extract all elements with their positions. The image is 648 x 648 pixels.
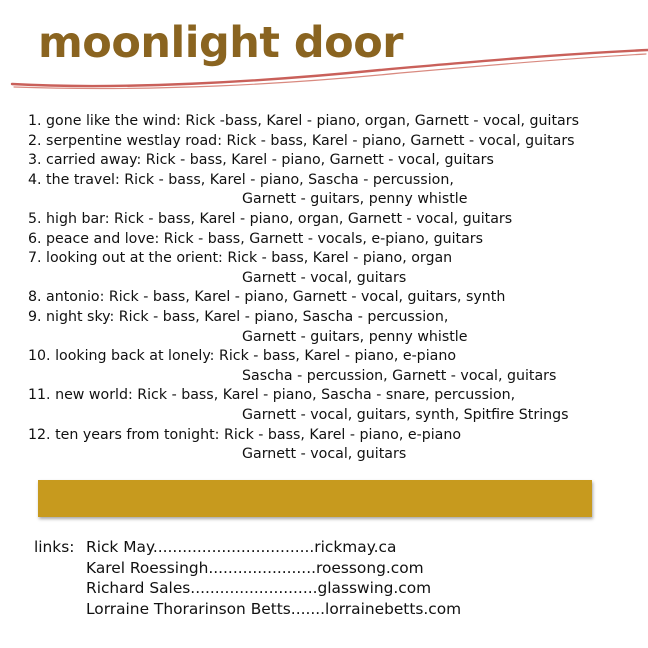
decorative-swoosh [0, 38, 648, 98]
track-line: 4. the travel: Rick - bass, Karel - piano, Sascha - percussion, [28, 171, 454, 188]
track-line: 7. looking out at the orient: Rick - bass, Karel - piano, organ [28, 250, 453, 267]
link-richard-sales[interactable]: Richard Sales..........................glasswing.com [86, 579, 432, 597]
track-line: 3. carried away: Rick - bass, Karel - piano, Garnett - vocal, guitars [28, 152, 494, 169]
track-line-continued: Sascha - percussion, Garnett - vocal, guitars [242, 367, 557, 384]
link-row [34, 537, 634, 558]
track-line-continued: Garnett - vocal, guitars [242, 446, 407, 463]
link-rick-may[interactable]: Rick May.................................rickmay.ca [86, 538, 397, 556]
link-lorraine-betts[interactable]: Lorraine Thorarinson Betts.......lorrainebetts.com [86, 599, 462, 618]
track-line-continued: Garnett - vocal, guitars [242, 269, 407, 286]
album-title: moonlight door [38, 18, 403, 68]
link-row [34, 599, 634, 620]
gold-divider-bar [38, 480, 592, 517]
link-karel-roessingh[interactable]: Karel Roessingh......................roessong.com [86, 558, 424, 577]
track-line: 9. night sky: Rick - bass, Karel - piano, Sascha - percussion, [28, 308, 449, 325]
track-line: 8. antonio: Rick - bass, Karel - piano, Garnett - vocal, guitars, synth [28, 289, 506, 306]
track-list [28, 112, 643, 465]
track-line: 6. peace and love: Rick - bass, Garnett - vocals, e-piano, guitars [28, 230, 483, 247]
track-line: 10. looking back at lonely: Rick - bass, Karel - piano, e-piano [28, 348, 456, 365]
track-line: 1. gone like the wind: Rick -bass, Karel - piano, organ, Garnett - vocal, guitars [28, 113, 579, 129]
track-line-continued: Garnett - vocal, guitars, synth, Spitfire Strings [242, 406, 569, 423]
links-label: links: [34, 538, 75, 556]
track-line: 11. new world: Rick - bass, Karel - piano, Sascha - snare, percussion, [28, 387, 516, 404]
track-line-continued: Garnett - guitars, penny whistle [242, 191, 468, 208]
track-line-continued: Garnett - guitars, penny whistle [242, 328, 468, 345]
track-line: 5. high bar: Rick - bass, Karel - piano, organ, Garnett - vocal, guitars [28, 210, 513, 227]
track-line: 12. ten years from tonight: Rick - bass, Karel - piano, e-piano [28, 426, 462, 443]
link-row [34, 558, 634, 579]
link-row [34, 578, 634, 599]
links-section [34, 537, 634, 619]
track-line: 2. serpentine westlay road: Rick - bass, Karel - piano, Garnett - vocal, guitars [28, 132, 575, 149]
